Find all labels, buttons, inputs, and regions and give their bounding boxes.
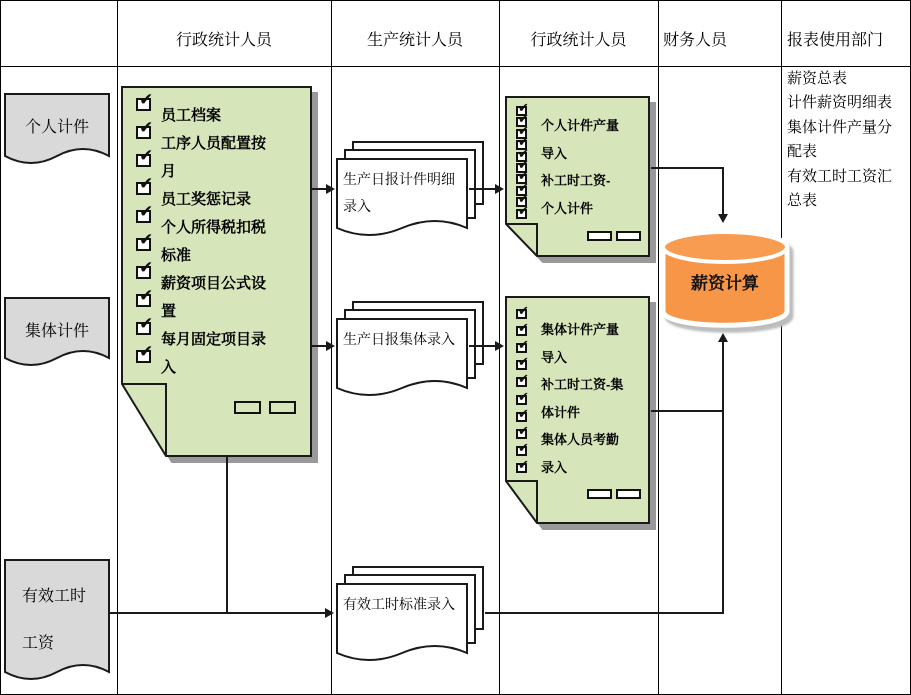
checkbox-icon	[136, 350, 151, 363]
report-item: 计件薪资明细表	[787, 94, 893, 112]
stack-piecework-daily-entry	[336, 141, 502, 247]
checklist-line-label: 集体计件产量	[541, 322, 620, 337]
mini-box-icon	[616, 489, 641, 499]
checklist-line-label: 录入	[541, 459, 568, 475]
mini-box-icon	[616, 231, 641, 241]
arrowhead-up-icon	[718, 333, 728, 342]
payroll-calculation-database	[659, 223, 791, 335]
lane-header-report-users: 报表使用部门	[787, 32, 884, 49]
checkbox-icon	[136, 266, 151, 279]
checklist-row	[136, 322, 311, 350]
arrowhead-right-icon	[495, 184, 504, 194]
checklist-line-label: 薪资项目公式设	[161, 275, 267, 292]
document-label: 集体计件	[24, 323, 89, 340]
report-item: 集体计件产量分配表	[787, 118, 893, 161]
checkbox-icon	[136, 322, 151, 335]
checkbox-icon	[516, 446, 527, 456]
header-divider	[1, 66, 910, 67]
checklist-line-label: 导入	[541, 145, 568, 161]
checkbox-icon	[516, 412, 527, 422]
mini-box-icon	[234, 401, 261, 414]
checklist-lines	[541, 112, 619, 222]
report-item: 有效工时工资汇总表	[787, 167, 893, 210]
document-effective-hours-wage	[4, 559, 110, 687]
checklist-line-label: 每月固定项目录	[161, 331, 267, 348]
checkbox-icon	[516, 326, 527, 336]
report-item: 薪资总表	[787, 70, 848, 87]
checklist-line-label: 集体人员考勤	[541, 432, 620, 447]
mini-box-icon	[269, 401, 296, 414]
checkbox-icon	[136, 294, 151, 307]
checkbox-icon	[516, 377, 527, 387]
connector-line	[651, 410, 724, 412]
arrowhead-right-icon	[326, 341, 335, 351]
checklist-line-label: 入	[161, 359, 177, 376]
checklist-row	[136, 238, 311, 266]
mini-box-icon	[587, 231, 612, 241]
individual-piecework-import-checklist	[505, 96, 650, 257]
checklist-line-label: 体计件	[541, 404, 581, 420]
checklist-row	[136, 350, 311, 378]
checklist-row	[136, 294, 311, 322]
connector-line	[110, 612, 325, 614]
connector-line	[651, 167, 724, 169]
checkbox-icon	[516, 463, 527, 473]
connector-line	[312, 188, 327, 190]
checklist-lines	[541, 316, 623, 481]
stack-collective-daily-entry	[336, 301, 502, 407]
checkbox-icon	[516, 429, 527, 439]
connector-line	[469, 345, 495, 347]
checkbox-icon	[136, 126, 151, 139]
report-list	[787, 67, 901, 213]
checkbox-icon	[516, 360, 527, 370]
database-label: 薪资计算	[691, 274, 759, 293]
connector-line	[226, 457, 228, 613]
checklist-line-label: 月	[161, 163, 177, 180]
document-label: 有效工时工资	[22, 588, 87, 652]
lane-header-admin-stats-2: 行政统计人员	[530, 32, 627, 49]
lane-divider	[781, 1, 782, 694]
document-collective-piecework	[4, 297, 110, 373]
checklist-row	[136, 182, 311, 210]
collective-piecework-import-checklist	[505, 296, 650, 524]
checklist-line-label: 工序人员配置按	[161, 135, 267, 152]
arrowhead-down-icon	[718, 214, 728, 223]
lane-divider	[658, 1, 659, 694]
checkbox-icon	[136, 238, 151, 251]
checkbox-icon	[516, 309, 527, 319]
checkbox-column	[516, 296, 532, 524]
checkbox-icon	[136, 182, 151, 195]
lane-divider	[117, 1, 118, 694]
checklist-line-label: 置	[161, 303, 177, 320]
checklist-row	[136, 98, 311, 126]
checkbox-icon	[516, 395, 527, 405]
checklist-line-label: 补工时工资-	[541, 173, 611, 188]
arrowhead-right-icon	[325, 608, 334, 618]
checkbox-icon	[516, 343, 527, 353]
connector-line	[722, 342, 724, 614]
checkbox-icon	[136, 154, 151, 167]
arrowhead-right-icon	[326, 184, 335, 194]
checklist-line-label: 个人所得税扣税	[161, 219, 267, 236]
stack-effective-hours-standard-entry	[336, 566, 502, 672]
document-individual-piecework	[4, 93, 110, 171]
checklist-line-label: 员工奖惩记录	[161, 191, 252, 208]
checklist-line-label: 个人计件产量	[541, 118, 620, 133]
checkbox-column	[516, 96, 532, 257]
arrowhead-right-icon	[495, 341, 504, 351]
checklist-line-label: 补工时工资-集	[541, 377, 624, 392]
lane-header-production-stats: 生产统计人员	[366, 32, 463, 49]
connector-line	[312, 345, 327, 347]
lane-header-finance: 财务人员	[663, 32, 728, 49]
checklist-line-label: 导入	[541, 349, 568, 365]
admin-master-data-checklist	[121, 86, 312, 457]
lane-header-admin-stats-1: 行政统计人员	[175, 32, 272, 49]
stack-label: 有效工时标准录入	[343, 596, 455, 612]
connector-line	[485, 612, 724, 614]
document-label: 个人计件	[24, 119, 89, 136]
stack-label: 生产日报计件明细录入	[343, 171, 455, 214]
connector-line	[469, 188, 495, 190]
connector-line	[722, 167, 724, 214]
checklist-row	[136, 154, 311, 182]
checklist-row	[136, 266, 311, 294]
checklist-line-label: 标准	[161, 247, 192, 264]
checklist-line-label: 个人计件	[541, 200, 594, 216]
checklist-row	[136, 126, 311, 154]
checkbox-icon	[136, 210, 151, 223]
checklist-row	[136, 210, 311, 238]
mini-box-icon	[587, 489, 612, 499]
checkbox-icon	[516, 209, 527, 219]
stack-label: 生产日报集体录入	[343, 331, 455, 347]
checkbox-icon	[136, 98, 151, 111]
checklist-line-label: 员工档案	[161, 107, 222, 124]
